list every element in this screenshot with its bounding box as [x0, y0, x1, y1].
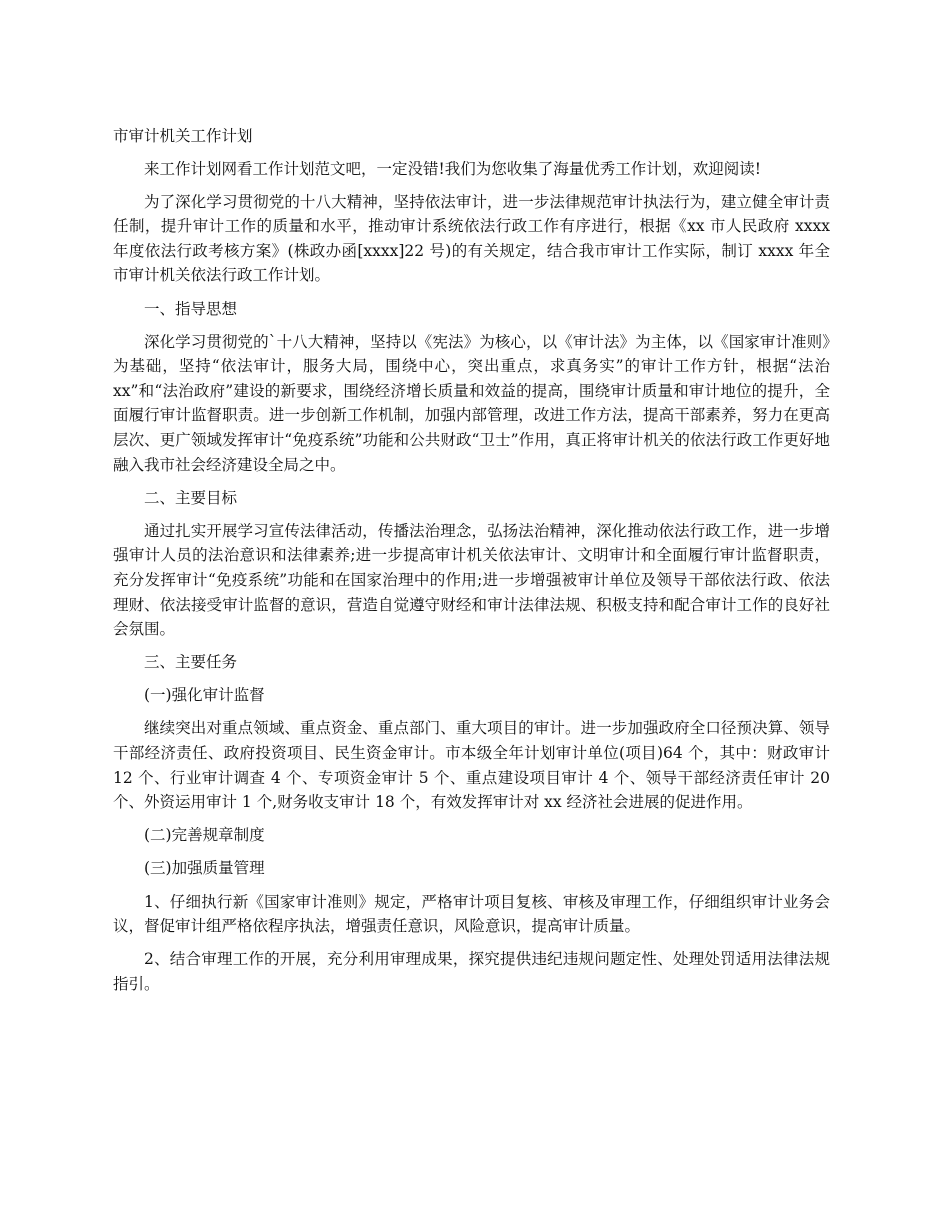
quality-item-1: 1、仔细执行新《国家审计准则》规定，严格审计项目复核、审核及审理工作，仔细组织审计业务会议，督促审计组严格依程序执法，增强责任意识，风险意识，提高审计质量。 [113, 892, 830, 936]
document-page [113, 124, 830, 1005]
section-heading-guiding-ideology: 一、指导思想 [144, 299, 238, 318]
purpose-paragraph: 为了深化学习贯彻党的十八大精神，坚持依法审计，进一步法律规范审计执法行为，建立健全审计责任制，提升审计工作的质量和水平，推动审计系统依法行政工作有序进行，根据《xx 市人民政府 xxxx 年度依法行政考核方案》(株政办函[xxxx]22 号)的有关规定，结合我市审计工作实际，制订 xxxx 年全市审计机关依法行政工作计划。 [113, 192, 830, 285]
document-title: 市审计机关工作计划 [113, 127, 253, 145]
section-heading-main-goals: 二、主要目标 [144, 488, 238, 507]
quality-item-2: 2、结合审理工作的开展，充分利用审理成果，探究提供违纪违规问题定性、处理处罚适用法律法规指引。 [113, 950, 830, 993]
section-heading-main-tasks: 三、主要任务 [144, 653, 238, 672]
intro-paragraph: 来工作计划网看工作计划范文吧，一定没错!我们为您收集了海量优秀工作计划，欢迎阅读! [144, 159, 761, 178]
guiding-ideology-paragraph: 深化学习贯彻党的`十八大精神，坚持以《宪法》为核心，以《审计法》为主体，以《国家审计准则》为基础，坚持“依法审计，服务大局，围绕中心，突出重点，求真务实”的审计工作方针，根据“法治 xx”和“法治政府”建设的新要求，围绕经济增长质量和效益的提高，围绕审计质量和审计地位的提升，全面履行审计监督职责。进一步创新工作机制，加强内部管理，改进工作方法，提高干部素养，努力在更高层次、更广领域发挥审计“免疫系统”功能和公共财政“卫士”作用，真正将审计机关的依法行政工作更好地融入我市社会经济建设全局之中。 [113, 332, 830, 474]
subsection-heading-audit-supervision: (一)强化审计监督 [144, 686, 265, 705]
subsection-heading-quality: (三)加强质量管理 [144, 859, 265, 878]
audit-supervision-paragraph: 继续突出对重点领域、重点资金、重点部门、重大项目的审计。进一步加强政府全口径预决算、领导干部经济责任、政府投资项目、民生资金审计。市本级全年计划审计单位(项目)64 个，其中：财政审计 12 个、行业审计调查 4 个、专项资金审计 5 个、重点建设项目审计 4 个、领导干部经济责任审计 20 个、外资运用审计 1 个,财务收支审计 18 个，有效发挥审计对 xx 经济社会进展的促进作用。 [113, 719, 830, 812]
main-goals-paragraph: 通过扎实开展学习宣传法律活动，传播法治理念，弘扬法治精神，深化推动依法行政工作，进一步增强审计人员的法治意识和法律素养;进一步提高审计机关依法审计、文明审计和全面履行审计监督职责，充分发挥审计“免疫系统”功能和在国家治理中的作用;进一步增强被审计单位及领导干部依法行政、依法理财、依法接受审计监督的意识，营造自觉遵守财经和审计法律法规、积极支持和配合审计工作的良好社会氛围。 [113, 521, 830, 639]
subsection-heading-rules: (二)完善规章制度 [144, 826, 265, 845]
